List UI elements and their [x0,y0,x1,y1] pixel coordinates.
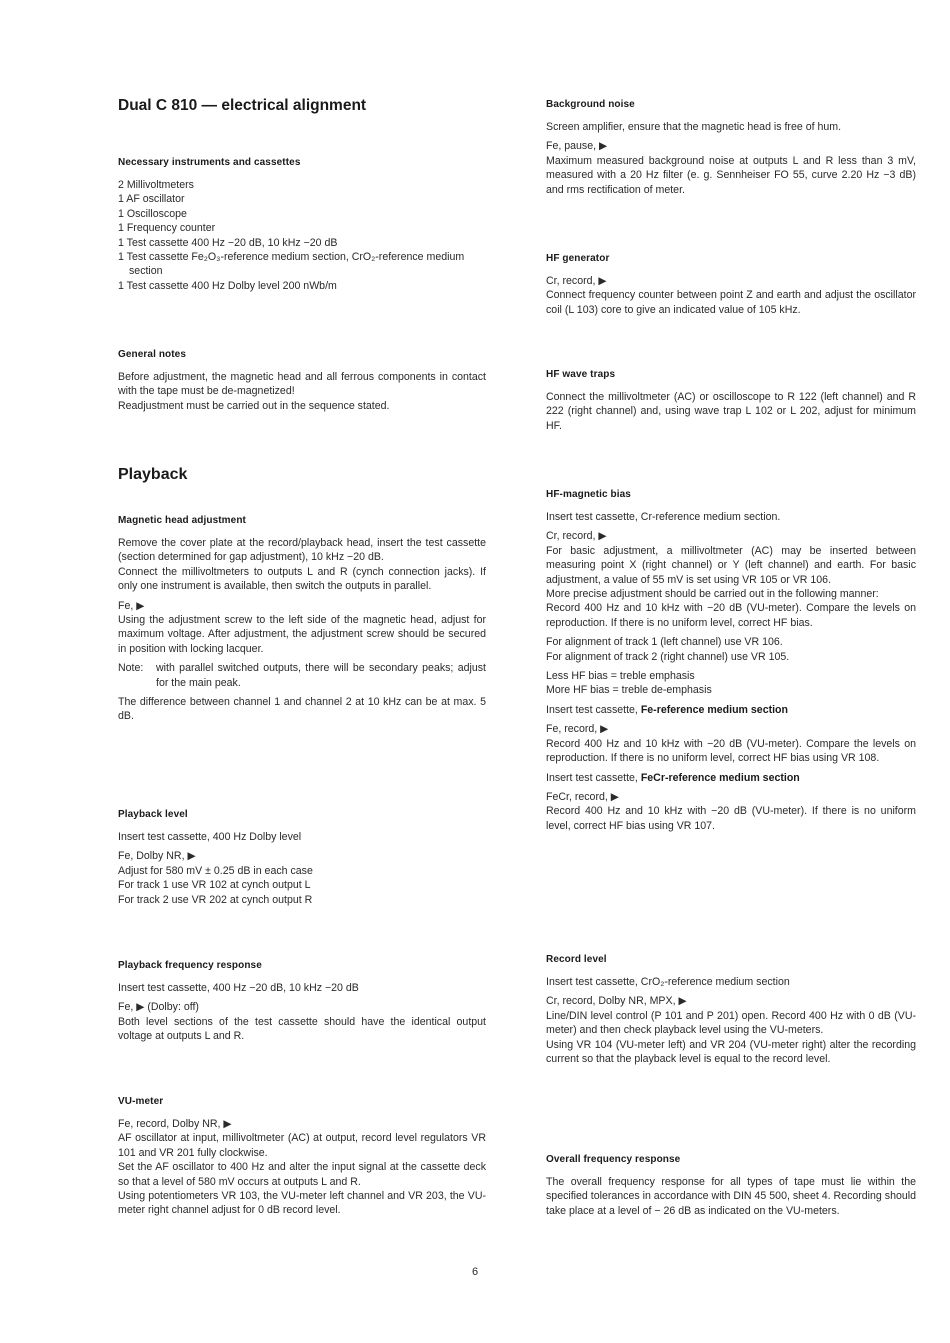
hf-generator-heading: HF generator [546,253,610,264]
head-adjustment-section [118,515,486,724]
paragraph: Screen amplifier, ensure that the magnetic head is free of hum. [546,121,842,133]
note-text: with parallel switched outputs, there will be secondary peaks; adjust for the main peak. [156,662,486,689]
text-line: For alignment of track 1 (left channel) use VR 106. [546,636,783,649]
mode-line: Fe, ▶ (Dolby: off) [118,1001,199,1014]
paragraph: Connect the millivoltmeters to outputs L and R (cynch connection jacks). If only one instrument is available, then switch the outputs in parallel. [118,565,486,593]
paragraph: Both level sections of the test cassette should have the identical output voltage at outputs L and R. [118,1015,486,1043]
list-item: 1 Oscilloscope [118,207,187,220]
general-notes-text: Before adjustment, the magnetic head and all ferrous components in contact with the tape must be de-magnetized! [118,371,486,398]
mode-line: Fe, pause, ▶ [546,140,608,153]
mode-line: Fe, Dolby NR, ▶ [118,850,196,863]
mode-line: Fe, record, ▶ [546,723,609,736]
playback-level-section [118,809,486,907]
playback-section-title-block [118,466,486,484]
playback-level-heading: Playback level [118,809,188,820]
mode-line: Cr, record, ▶ [546,530,607,543]
vu-meter-section [118,1096,486,1218]
paragraph: Connect frequency counter between point Z and earth and adjust the oscillator coil (L 103) core to give an indicated value of 105 kHz. [546,289,916,316]
paragraph: Line/DIN level control (P 101 and P 201) open. Record 400 Hz with 0 dB (VU-meter) and then check playback level using the VU-meters. [546,1009,916,1037]
instruments-heading: Necessary instruments and cassettes [118,157,301,168]
list-item: 1 Frequency counter [118,222,216,235]
paragraph: Record 400 Hz and 10 kHz with −20 dB (VU-meter). Compare the levels on reproduction. If there is no uniform level, correct HF bias. [546,602,916,629]
paragraph: Remove the cover plate at the record/playback head, insert the test cassette (section determined for gap adjustment), 10 kHz −20 dB. [118,537,486,564]
general-notes-heading: General notes [118,349,186,360]
insert-label: Insert test cassette, [546,771,638,784]
insert-label: Insert test cassette, [546,703,638,716]
paragraph: Record 400 Hz and 10 kHz with −20 dB (VU-meter). Compare the levels on reproduction. If there is no uniform level, correct HF bias using VR 108. [546,737,916,765]
list-item: 2 Millivoltmeters [118,179,194,191]
mode-line: FeCr, record, ▶ [546,790,619,803]
text-line: For track 2 use VR 202 at cynch output R [118,893,313,906]
mode-line: Cr, record, ▶ [546,275,607,287]
playback-frequency-heading: Playback frequency response [118,960,262,971]
list-item: 1 Test cassette Fe₂O₃-reference medium section, CrO₂-reference medium section [118,251,465,278]
hf-bias-heading: HF-magnetic bias [546,489,631,500]
list-item: 1 Test cassette 400 Hz Dolby level 200 nWb/m [118,279,337,292]
paragraph: AF oscillator at input, millivoltmeter (AC) at output, record level regulators VR 101 and VR 201 fully clockwise. [118,1132,486,1159]
mode-line: Fe, ▶ [118,599,145,612]
paragraph: Insert test cassette, Cr-reference medium section. [546,511,781,523]
record-level-section [546,954,916,1066]
playback-frequency-section [118,960,486,1044]
instruments-list [118,178,486,293]
document-title-block [118,97,486,115]
paragraph: Insert test cassette, CrO₂-reference medium section [546,976,790,988]
hf-wave-traps-section [546,369,916,433]
overall-frequency-heading: Overall frequency response [546,1154,681,1165]
background-noise-heading: Background noise [546,99,635,110]
text-line: For track 1 use VR 102 at cynch output L [118,879,311,892]
paragraph: Using the adjustment screw to the left side of the magnetic head, adjust for maximum voltage. After adjustment, the adjustment screw should be secured in position with locking lacquer. [118,614,486,655]
paragraph: Insert test cassette, 400 Hz −20 dB, 10 kHz −20 dB [118,982,359,994]
head-adjustment-heading: Magnetic head adjustment [118,515,246,526]
insert-fecr-line [546,771,916,785]
list-item: 1 AF oscillator [118,193,185,206]
hf-wave-traps-heading: HF wave traps [546,369,616,380]
paragraph: The overall frequency response for all types of tape must lie within the specified tolerances in accordance with DIN 45 500, sheet 4. Recording should take place at a level of − 26 dB as indicated on the VU-meters. [546,1176,916,1217]
text-line: More HF bias = treble de-emphasis [546,684,712,697]
text-line: Adjust for 580 mV ± 0.25 dB in each case [118,864,313,877]
vu-meter-heading: VU-meter [118,1096,164,1107]
instruments-section [118,157,486,293]
overall-frequency-section [546,1154,916,1218]
background-noise-section [546,99,916,197]
insert-fe-line [546,703,916,717]
text-line: Less HF bias = treble emphasis [546,670,695,683]
fe-reference-label: Fe-reference medium section [640,703,788,716]
hf-generator-section [546,253,916,317]
paragraph: Using potentiometers VR 103, the VU-meter left channel and VR 203, the VU-meter right channel adjust for 0 dB record level. [118,1190,486,1217]
mode-line: Cr, record, Dolby NR, MPX, ▶ [546,995,687,1008]
paragraph: Set the AF oscillator to 400 Hz and alter the input signal at the cassette deck so that a level of 580 mV occurs at outputs L and R. [118,1161,486,1188]
paragraph: Using VR 104 (VU-meter left) and VR 204 (VU-meter right) alter the recording current so that the playback level is equal to the record level. [546,1038,916,1066]
paragraph: The difference between channel 1 and channel 2 at 10 kHz can be at max. 5 dB. [118,696,486,723]
paragraph: Maximum measured background noise at outputs L and R less than 3 mV, measured with a 20 Hz filter (e. g. Sennheiser FO 55, curve 2.20 Hz −3 dB) and rms rectification of meter. [546,154,916,196]
list-item: 1 Test cassette 400 Hz −20 dB, 10 kHz −20 dB [118,236,338,249]
page-number: 6 [471,1266,479,1278]
mode-line: Fe, record, Dolby NR, ▶ [118,1118,232,1130]
general-notes-section [118,349,486,413]
fecr-reference-label: FeCr-reference medium section [640,771,800,784]
paragraph: More precise adjustment should be carried out in the following manner: [546,588,879,601]
record-level-heading: Record level [546,954,607,965]
paragraph: For basic adjustment, a millivoltmeter (AC) may be inserted between measuring point X (right channel) or Y (left channel) and earth. For basic adjustment, a value of 55 mV is set using VR 105 or VR 106. [546,544,916,586]
paragraph: Connect the millivoltmeter (AC) or oscilloscope to R 122 (left channel) and R 222 (right channel) and, using wave trap L 102 or L 202, adjust for minimum HF. [546,391,916,432]
general-notes-text: Readjustment must be carried out in the sequence stated. [118,399,390,412]
note [118,661,486,690]
paragraph: Insert test cassette, 400 Hz Dolby level [118,831,302,843]
note-label: Note: [118,662,144,675]
playback-section-title: Playback [118,466,188,483]
hf-bias-section [546,489,916,833]
text-line: For alignment of track 2 (right channel) use VR 105. [546,650,790,663]
paragraph: Record 400 Hz and 10 kHz with −20 dB (VU-meter). If there is no uniform level, correct HF bias using VR 107. [546,805,916,832]
document-title: Dual C 810 — electrical alignment [118,97,367,114]
